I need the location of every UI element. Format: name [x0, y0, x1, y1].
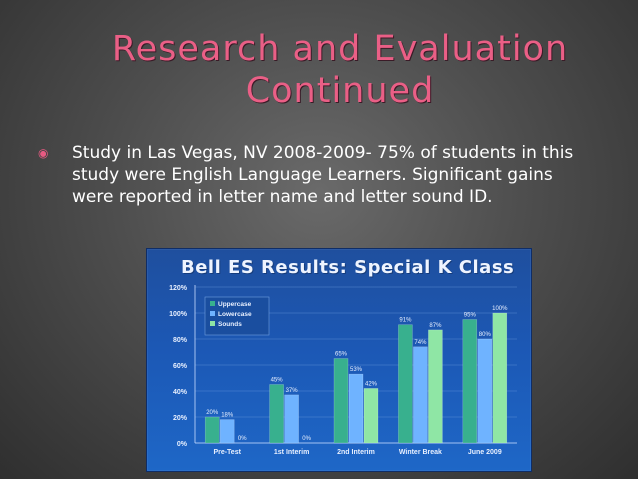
legend-swatch	[210, 311, 215, 316]
x-tick-label: 2nd Interim	[337, 449, 375, 456]
y-tick-label: 20%	[172, 415, 187, 422]
bullet-icon: ◉	[38, 146, 49, 160]
bar-value-label: 0%	[302, 436, 311, 442]
bar	[285, 395, 299, 443]
bar-value-label: 18%	[221, 412, 234, 419]
bar-value-label: 42%	[364, 381, 378, 388]
bar-value-label: 37%	[285, 387, 298, 394]
bullet-text: Study in Las Vegas, NV 2008-2009- 75% of students in this study were English Language Learners. Significant gains were reported in letter name and letter sound ID.	[72, 143, 574, 207]
chart-title: Bell ES Results: Special K Class	[181, 257, 515, 278]
bar-value-label: 87%	[429, 322, 442, 329]
bar	[220, 420, 234, 443]
slide-title: Research and Evaluation Continued	[111, 29, 569, 111]
y-tick-label: 60%	[172, 363, 187, 370]
bullet-item	[38, 142, 598, 208]
bar	[398, 325, 412, 443]
bar-value-label: 0%	[237, 436, 247, 442]
y-tick-label: 40%	[172, 389, 187, 396]
bar	[364, 388, 378, 443]
bar	[428, 330, 442, 443]
y-tick-label: 120%	[169, 285, 187, 292]
bar	[270, 385, 284, 444]
x-tick-label: Pre-Test	[213, 449, 241, 456]
bar-value-label: 80%	[478, 332, 491, 338]
y-tick-label: 0%	[176, 441, 187, 448]
x-tick-label: Winter Break	[398, 449, 442, 456]
chart-frame	[146, 248, 532, 472]
bar-value-label: 45%	[270, 377, 283, 384]
legend-label: Sounds	[218, 321, 242, 328]
bar	[349, 374, 363, 443]
legend-label: Lowercase	[218, 311, 252, 318]
bar	[334, 359, 348, 444]
bar-value-label: 20%	[206, 410, 219, 416]
bar	[205, 417, 219, 443]
bar	[493, 313, 507, 443]
bar-value-label: 65%	[334, 351, 348, 358]
bar-value-label: 91%	[399, 317, 412, 324]
x-tick-label: 1st Interim	[273, 449, 310, 456]
legend-swatch	[210, 301, 215, 306]
bar-chart	[147, 249, 531, 471]
y-tick-label: 100%	[169, 311, 187, 318]
legend-label: Uppercase	[218, 301, 252, 308]
legend-swatch	[210, 321, 215, 326]
bar-value-label: 74%	[414, 339, 427, 346]
bar-value-label: 95%	[463, 312, 476, 319]
bar-value-label: 100%	[492, 306, 508, 312]
bar	[478, 339, 492, 443]
bar	[463, 320, 477, 444]
y-tick-label: 80%	[172, 337, 187, 344]
x-tick-label: June 2009	[467, 449, 502, 456]
bar-value-label: 53%	[349, 367, 363, 374]
bar	[413, 347, 427, 443]
